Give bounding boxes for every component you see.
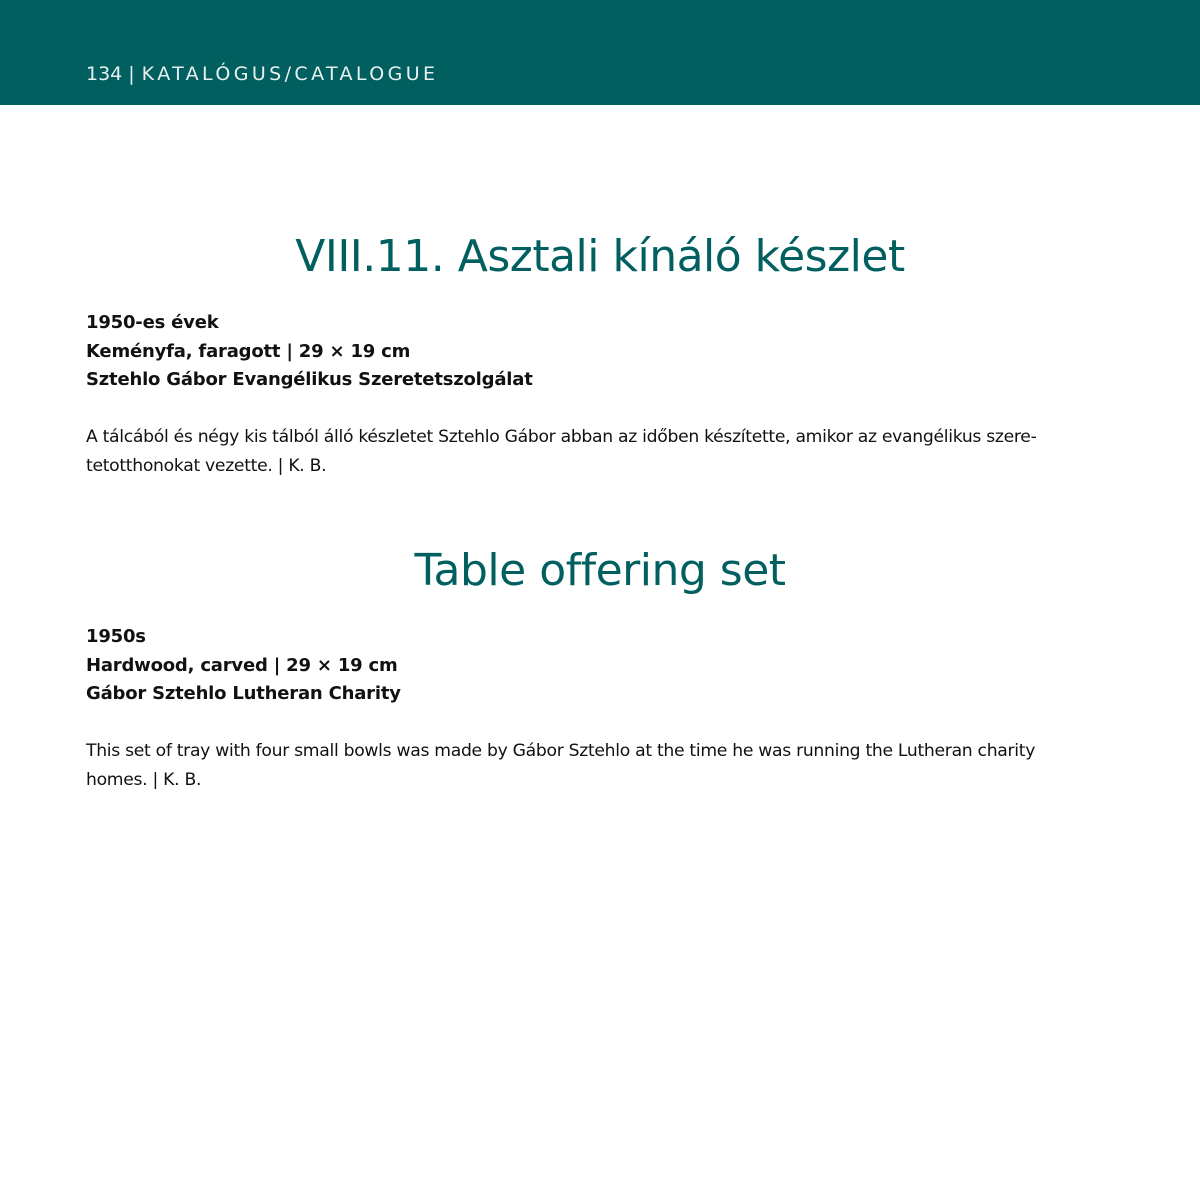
catalogue-entry-title-en: Table offering set [414, 545, 786, 596]
section-label: KATALÓGUS/CATALOGUE [141, 63, 439, 85]
page-number: 134 [86, 63, 123, 85]
description-line-en-2: homes. | K. B. [86, 769, 202, 790]
entry-date-hu: 1950-es évek [86, 312, 219, 333]
entry-owner-hu: Sztehlo Gábor Evangélikus Szeretetszolgálat [86, 369, 533, 390]
description-line-en-1: This set of tray with four small bowls was made by Gábor Sztehlo at the time he was running the Lutheran charity [86, 741, 1036, 761]
entry-description-hu [86, 423, 1116, 480]
entry-metadata-hu [86, 309, 1116, 395]
description-line-hu-1: A tálcából és négy kis tálból álló készletet Sztehlo Gábor abban az időben készítette, amikor az evangélikus szere- [86, 427, 1037, 447]
header-separator: | [128, 63, 136, 85]
page-header [0, 0, 1200, 105]
running-head [86, 62, 438, 86]
description-line-hu-2: tetotthonokat vezette. | K. B. [86, 455, 327, 476]
entry-description-en [86, 737, 1116, 794]
entry-metadata-en [86, 623, 1116, 709]
entry-date-en: 1950s [86, 626, 146, 647]
entry-material-hu: Keményfa, faragott | 29 × 19 cm [86, 340, 411, 362]
entry-material-en: Hardwood, carved | 29 × 19 cm [86, 654, 398, 676]
catalogue-entry-title-hu: VIII.11. Asztali kínáló készlet [295, 231, 905, 282]
entry-owner-en: Gábor Sztehlo Lutheran Charity [86, 683, 401, 704]
